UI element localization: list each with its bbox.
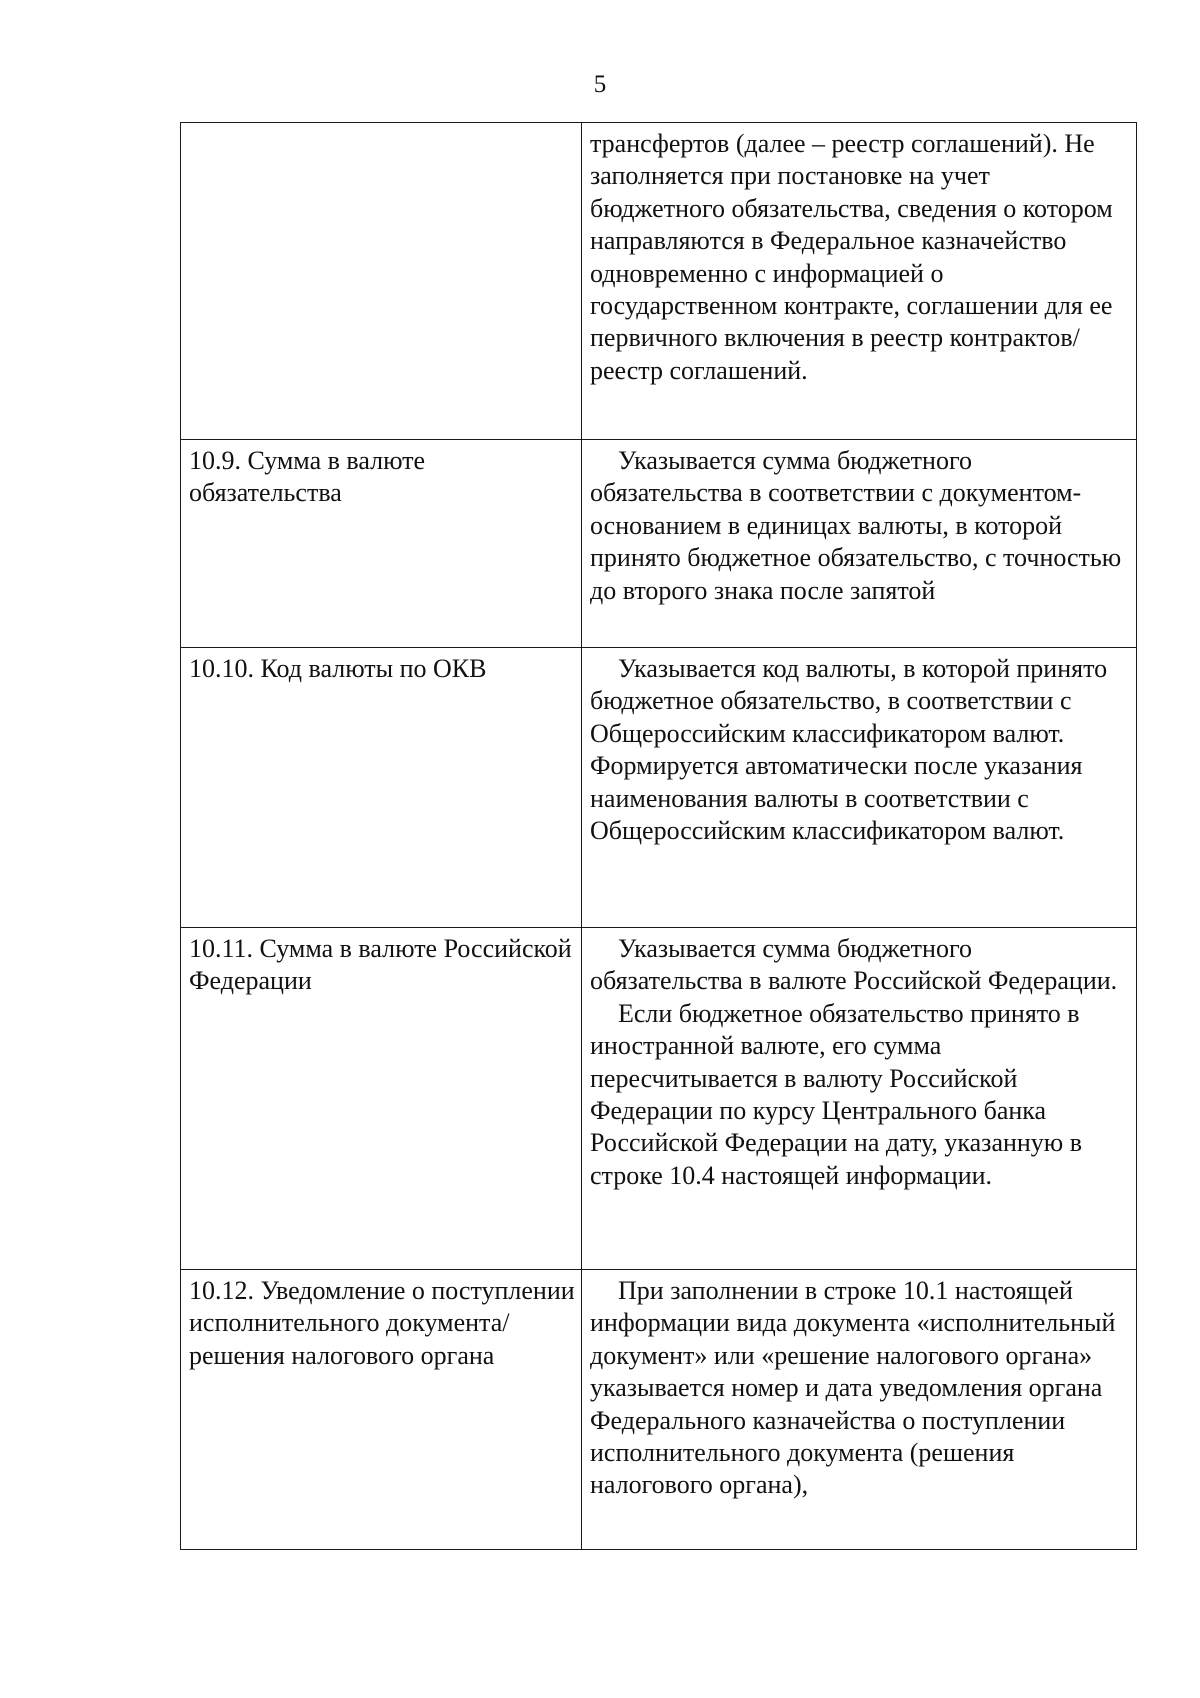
description-paragraph: Указывается сумма бюджетного обязательства в валюте Российской Федерации.	[590, 934, 1118, 996]
description-paragraph: Указывается код валюты, в которой принято бюджетное обязательство, в соответствии с Общероссийским классификатором валют. Формируется автоматически после указания наименования валюты в соответствии с Общероссийским классификатором валют.	[590, 654, 1108, 846]
requisite-name-cell: 10.11. Сумма в валюте Российской Федерации	[181, 928, 582, 1270]
table-row	[181, 648, 1137, 928]
requisite-description-cell	[582, 928, 1137, 1270]
description-paragraph: При заполнении в строке 10.1 настоящей информации вида документа «исполнительный документ» или «решение налогового органа» указывается номер и дата уведомления органа Федерального казначейства о поступлении исполнительного документа (решения налогового органа),	[590, 1276, 1116, 1500]
description-paragraph: трансфертов (далее – реестр соглашений). Не заполняется при постановке на учет бюджетного обязательства, сведения о котором направляются в Федеральное казначейство одновременно с информацией о государственном контракте, соглашении для ее первичного включения в реестр контрактов/реестр соглашений.	[590, 129, 1113, 385]
table-row	[181, 440, 1137, 648]
requisite-description-cell	[582, 648, 1137, 928]
requisite-description-cell	[582, 440, 1137, 648]
table-row	[181, 123, 1137, 440]
requisite-name-cell: 10.12. Уведомление о поступлении исполнительного документа/решения налогового органа	[181, 1270, 582, 1550]
table-row	[181, 1270, 1137, 1550]
requisite-name-cell: 10.9. Сумма в валюте обязательства	[181, 440, 582, 648]
description-paragraph: Указывается сумма бюджетного обязательства в соответствии с документом-основанием в единицах валюты, в которой принято бюджетное обязательство, с точностью до второго знака после запятой	[590, 446, 1122, 605]
requisite-description-cell	[582, 123, 1137, 440]
requisite-description-cell	[582, 1270, 1137, 1550]
table-row	[181, 928, 1137, 1270]
requisites-table	[180, 122, 1137, 1550]
description-paragraph: Если бюджетное обязательство принято в иностранной валюте, его сумма пересчитывается в валюту Российской Федерации по курсу Центрального банка Российской Федерации на дату, указанную в строке 10.4 настоящей информации.	[590, 998, 1083, 1190]
requisite-name-cell	[181, 123, 582, 440]
requisite-name-cell: 10.10. Код валюты по ОКВ	[181, 648, 582, 928]
page-number: 5	[593, 71, 607, 98]
